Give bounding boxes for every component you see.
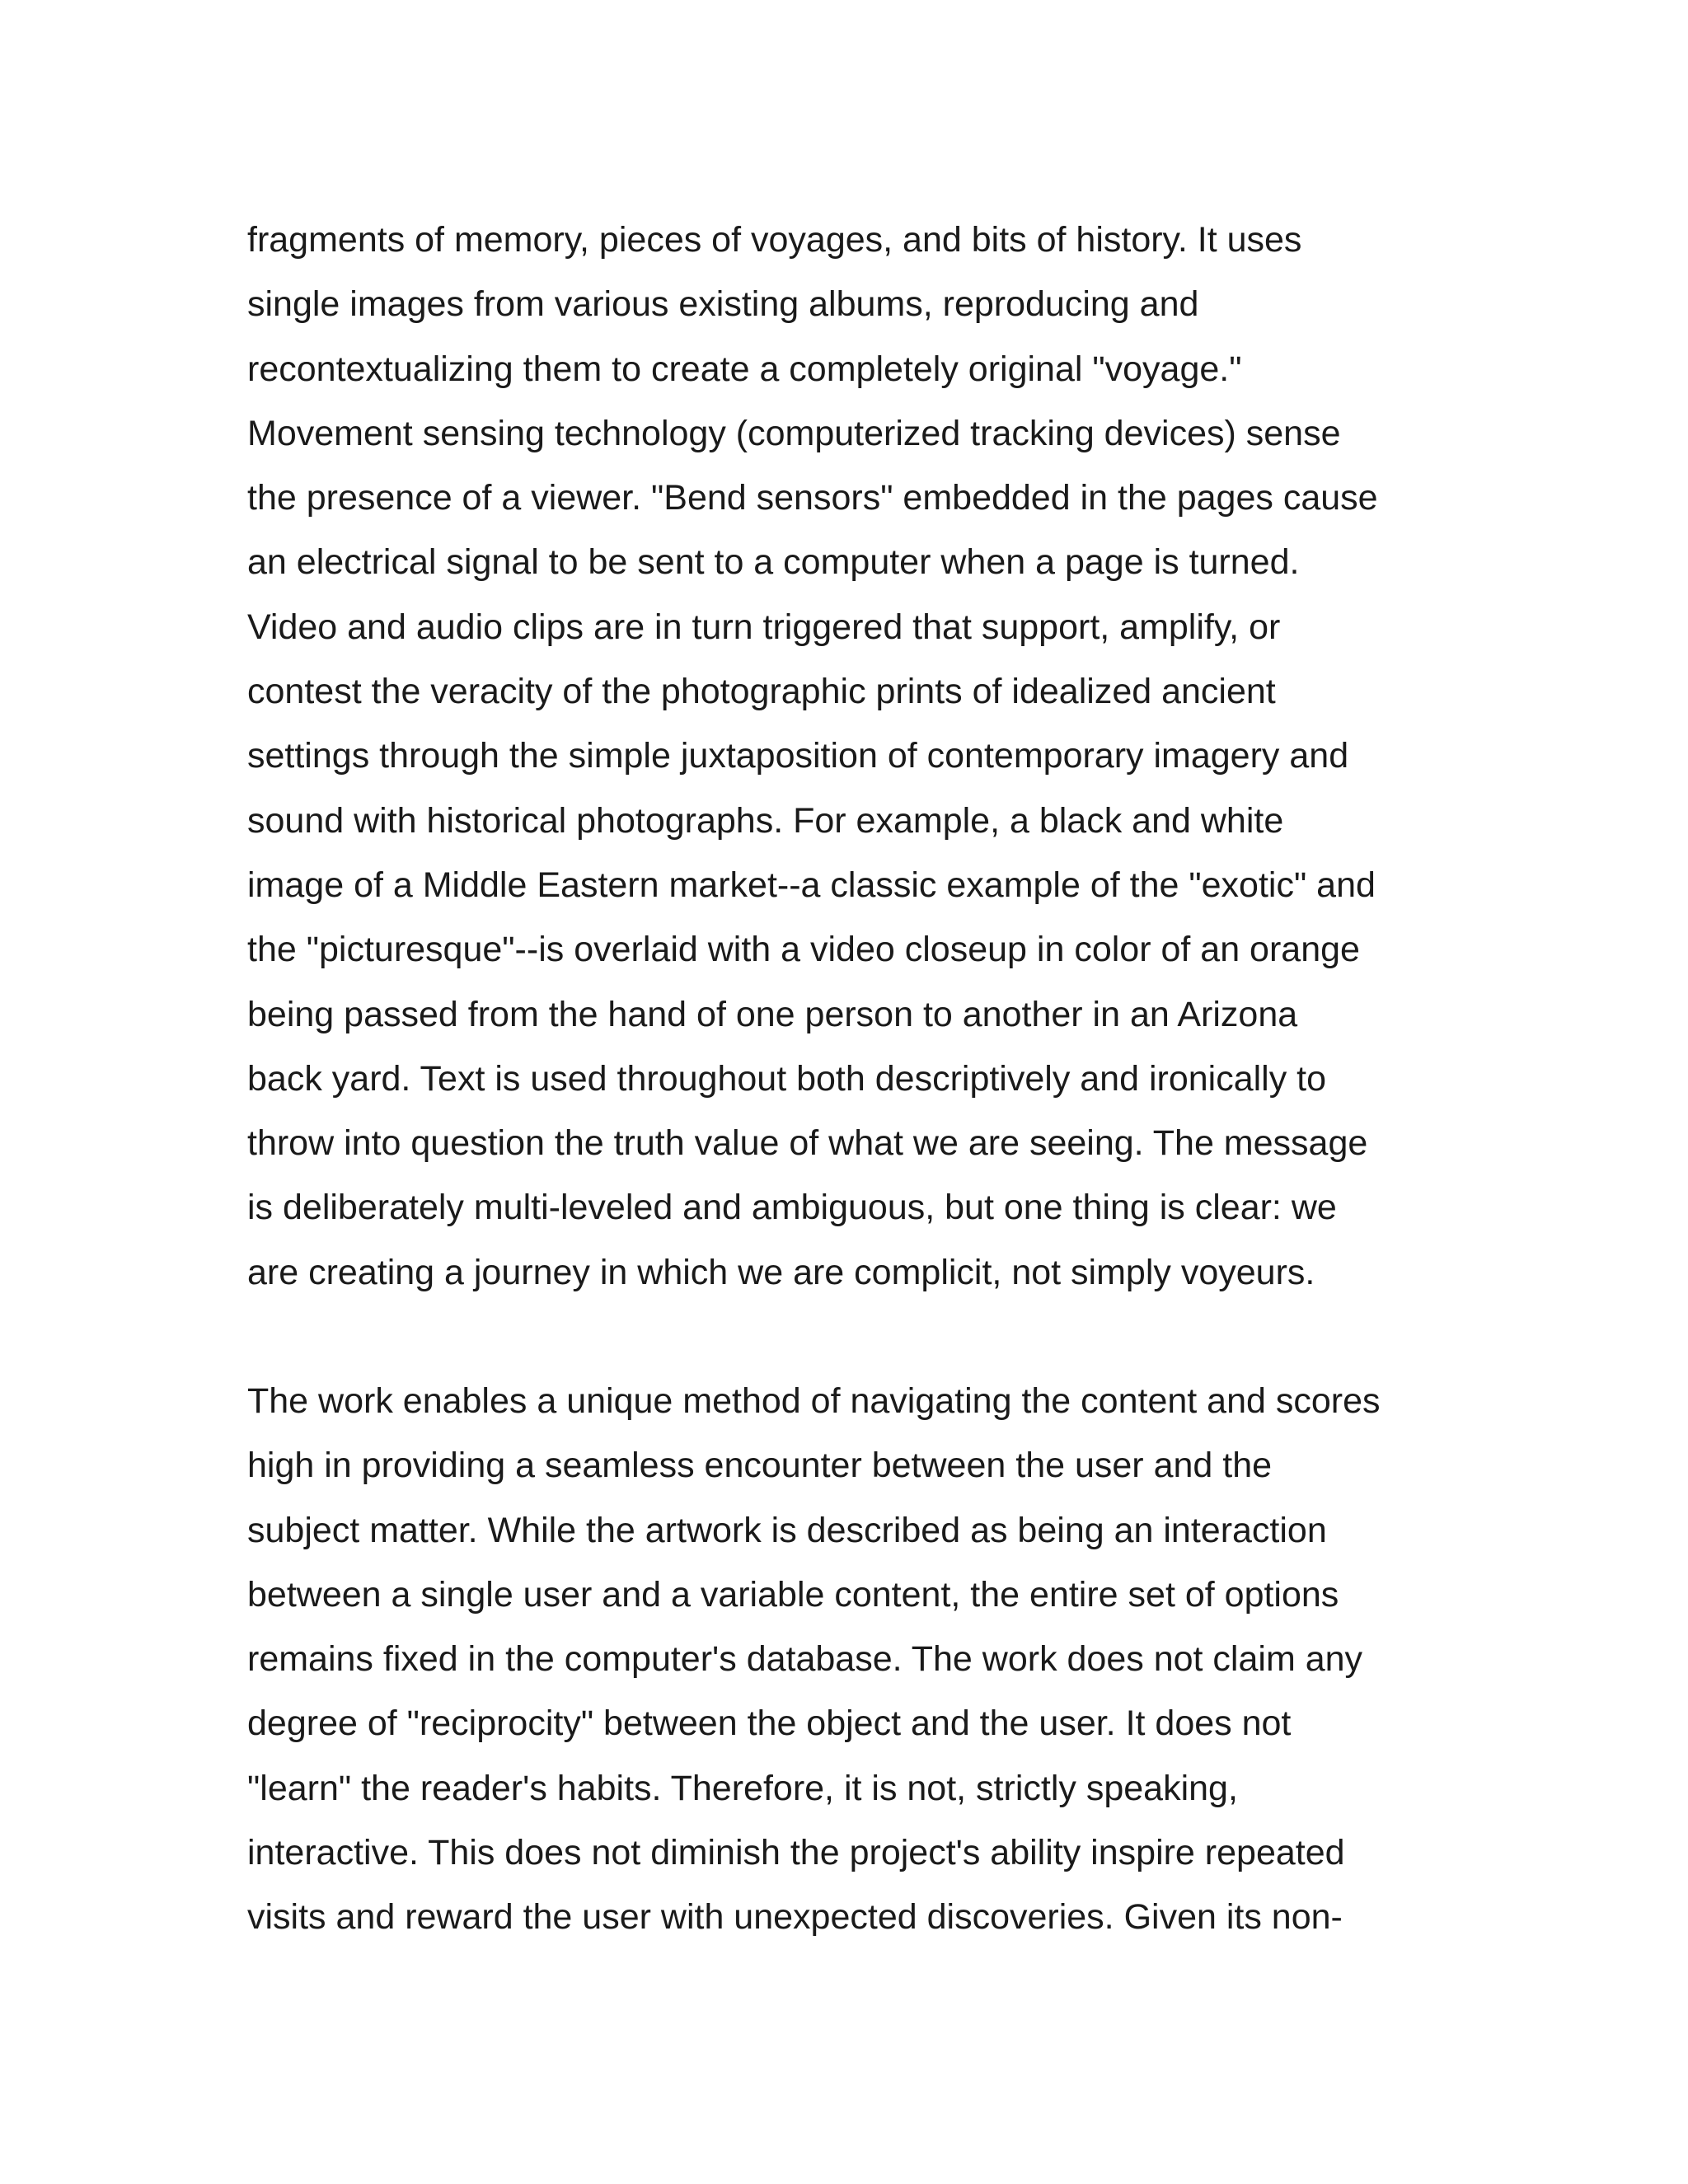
text-line: The work enables a unique method of navigating the content and scores bbox=[247, 1381, 1381, 1421]
text-line: the "picturesque"--is overlaid with a video closeup in color of an orange bbox=[247, 930, 1360, 970]
text-line: an electrical signal to be sent to a computer when a page is turned. bbox=[247, 542, 1300, 583]
text-line: visits and reward the user with unexpected discoveries. Given its non- bbox=[247, 1897, 1343, 1938]
text-line: fragments of memory, pieces of voyages, and bits of history. It uses bbox=[247, 220, 1302, 260]
text-line: the presence of a viewer. "Bend sensors" embedded in the pages cause bbox=[247, 478, 1378, 518]
text-line: Video and audio clips are in turn triggered that support, amplify, or bbox=[247, 607, 1281, 647]
text-line: are creating a journey in which we are complicit, not simply voyeurs. bbox=[247, 1252, 1315, 1292]
paragraph-1 bbox=[247, 208, 1451, 1305]
text-line: contest the veracity of the photographic prints of idealized ancient bbox=[247, 672, 1276, 712]
text-line: back yard. Text is used throughout both descriptively and ironically to bbox=[247, 1058, 1327, 1099]
text-line: interactive. This does not diminish the project's ability inspire repeated bbox=[247, 1833, 1345, 1873]
text-line: sound with historical photographs. For example, a black and white bbox=[247, 800, 1284, 841]
text-line: high in providing a seamless encounter between the user and the bbox=[247, 1446, 1273, 1486]
text-line: throw into question the truth value of what we are seeing. The message bbox=[247, 1123, 1368, 1164]
text-line: remains fixed in the computer's database. The work does not claim any bbox=[247, 1639, 1363, 1680]
text-line: single images from various existing albums, reproducing and bbox=[247, 284, 1199, 325]
text-line: image of a Middle Eastern market--a classic example of the "exotic" and bbox=[247, 865, 1376, 905]
text-line: being passed from the hand of one person to another in an Arizona bbox=[247, 994, 1298, 1034]
text-line: settings through the simple juxtaposition of contemporary imagery and bbox=[247, 736, 1349, 776]
text-line: subject matter. While the artwork is described as being an interaction bbox=[247, 1510, 1327, 1550]
text-line: between a single user and a variable content, the entire set of options bbox=[247, 1574, 1339, 1615]
paragraph-2 bbox=[247, 1369, 1451, 1950]
text-line: Movement sensing technology (computerized tracking devices) sense bbox=[247, 413, 1341, 453]
text-line: recontextualizing them to create a completely original "voyage." bbox=[247, 349, 1242, 389]
text-line: degree of "reciprocity" between the object and the user. It does not bbox=[247, 1704, 1292, 1744]
text-line: is deliberately multi-leveled and ambiguous, but one thing is clear: we bbox=[247, 1188, 1337, 1228]
text-line: "learn" the reader's habits. Therefore, it is not, strictly speaking, bbox=[247, 1768, 1238, 1808]
